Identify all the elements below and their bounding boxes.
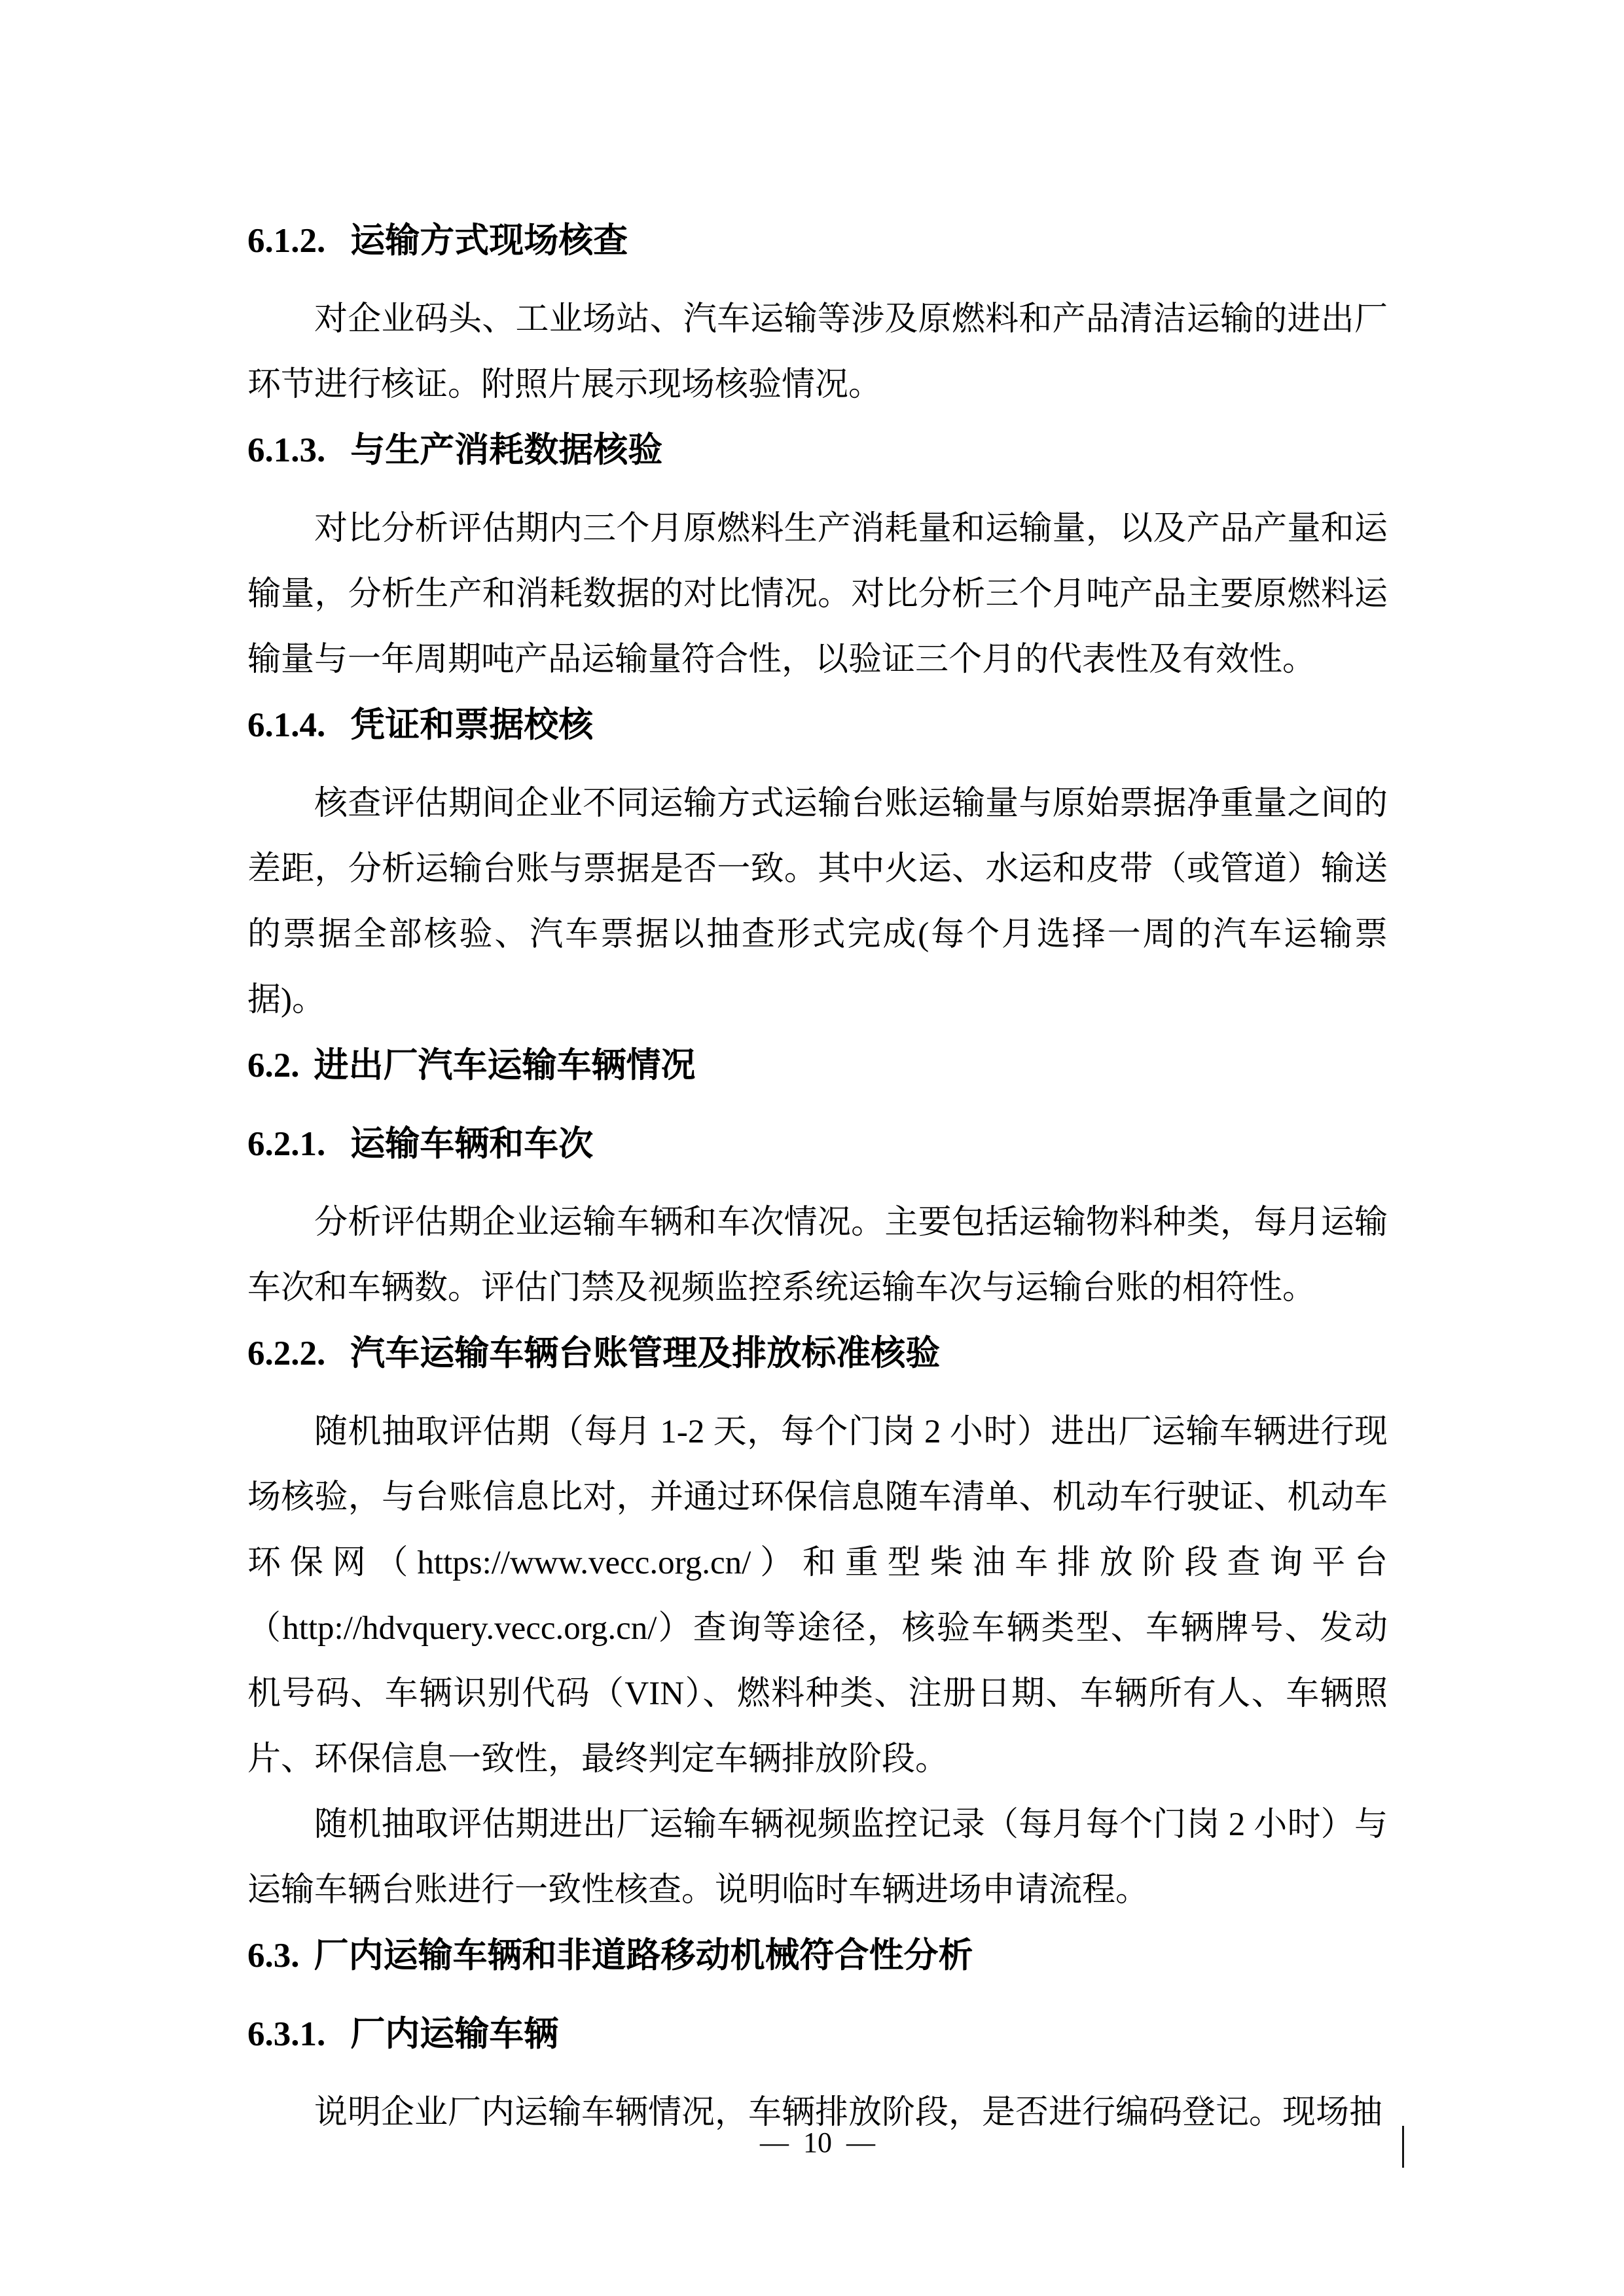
heading-number: 6.3. — [247, 1937, 300, 1975]
paragraph-video-monitoring-check: 随机抽取评估期进出厂运输车辆视频监控记录（每月每个门岗 2 小时）与运输车辆台账进行一致性核查。说明临时车辆进场申请流程。 — [247, 1806, 1388, 1909]
heading-number: 6.2.1. — [247, 1125, 326, 1163]
hdvquery-url-text: http://hdvquery.vecc.org.cn/ — [282, 1610, 657, 1647]
page-number: 10 — [803, 2126, 832, 2159]
paragraph-production-consumption-data: 对比分析评估期内三个月原燃料生产消耗量和运输量，以及产品产量和运输量，分析生产和消耗数据的对比情况。对比分析三个月吨产品主要原燃料运输量与一年周期吨产品运输量符合性，以验证三个月的代表性及有效性。 — [247, 511, 1388, 678]
heading-6-1-4 — [247, 692, 1388, 758]
heading-title: 与生产消耗数据核验 — [350, 431, 663, 469]
paragraph-text: ）查询等途径，核验车辆类型、车辆牌号、发动机号码、车辆识别代码（VIN）、燃料种类、注册日期、车辆所有人、车辆照片、环保信息一致性，最终判定车辆排放阶段。 — [247, 1610, 1388, 1778]
heading-number: 6.2.2. — [247, 1335, 326, 1372]
page-footer — [247, 2122, 1388, 2164]
document-body — [247, 208, 1388, 2145]
heading-6-2-1 — [247, 1111, 1388, 1177]
heading-title: 运输车辆和车次 — [350, 1125, 594, 1163]
heading-number: 6.2. — [247, 1047, 300, 1085]
heading-title: 运输方式现场核查 — [350, 222, 628, 260]
heading-number: 6.1.2. — [247, 222, 326, 260]
footer-left-dash: — — [760, 2126, 789, 2159]
heading-6-2-2 — [247, 1321, 1388, 1386]
heading-title: 厂内运输车辆 — [350, 2015, 559, 2053]
heading-6-3-1 — [247, 2001, 1388, 2067]
vecc-url-text: https://www.vecc.org.cn/ — [417, 1545, 751, 1581]
heading-title: 凭证和票据校核 — [350, 706, 594, 744]
heading-6-1-2 — [247, 208, 1388, 274]
heading-number: 6.3.1. — [247, 2015, 326, 2053]
paragraph-vehicles-and-trips: 分析评估期企业运输车辆和车次情况。主要包括运输物料种类，每月运输车次和车辆数。评估门禁及视频监控系统运输车次与运输台账的相符性。 — [247, 1204, 1388, 1306]
paragraph-in-plant-vehicles: 说明企业厂内运输车辆情况，车辆排放阶段，是否进行编码登记。现场抽 — [314, 2094, 1383, 2131]
paragraph-text: 随机抽取评估期（每月 1-2 天，每个门岗 2 小时）进出厂运输车辆进行现场核验，与台账信息比对，并通过环保信息随车清单、机动车行驶证、机动车环保网（ — [247, 1414, 1388, 1581]
footer-right-dash: — — [846, 2126, 875, 2159]
heading-6-3 — [247, 1923, 1388, 1988]
heading-title: 厂内运输车辆和非道路移动机械符合性分析 — [314, 1937, 973, 1975]
paragraph-voucher-ticket-check: 核查评估期间企业不同运输方式运输台账运输量与原始票据净重量之间的差距，分析运输台账与票据是否一致。其中火运、水运和皮带（或管道）输送的票据全部核验、汽车票据以抽查形式完成(每个月选择一周的汽车运输票据)。 — [247, 785, 1388, 1018]
heading-6-1-3 — [247, 418, 1388, 483]
heading-number: 6.1.4. — [247, 706, 326, 744]
cursor-mark — [1402, 2126, 1404, 2168]
heading-title: 汽车运输车辆台账管理及排放标准核验 — [350, 1335, 941, 1372]
paragraph-text: ）和重型柴油车排放阶段查询平台（ — [247, 1545, 1388, 1647]
heading-title: 进出厂汽车运输车辆情况 — [314, 1047, 696, 1085]
paragraph-transport-site-check: 对企业码头、工业场站、汽车运输等涉及原燃料和产品清洁运输的进出厂环节进行核证。附照片展示现场核验情况。 — [247, 301, 1388, 403]
heading-6-2 — [247, 1033, 1388, 1098]
paragraph-ledger-emission-check — [247, 1399, 1388, 1792]
heading-number: 6.1.3. — [247, 431, 326, 469]
